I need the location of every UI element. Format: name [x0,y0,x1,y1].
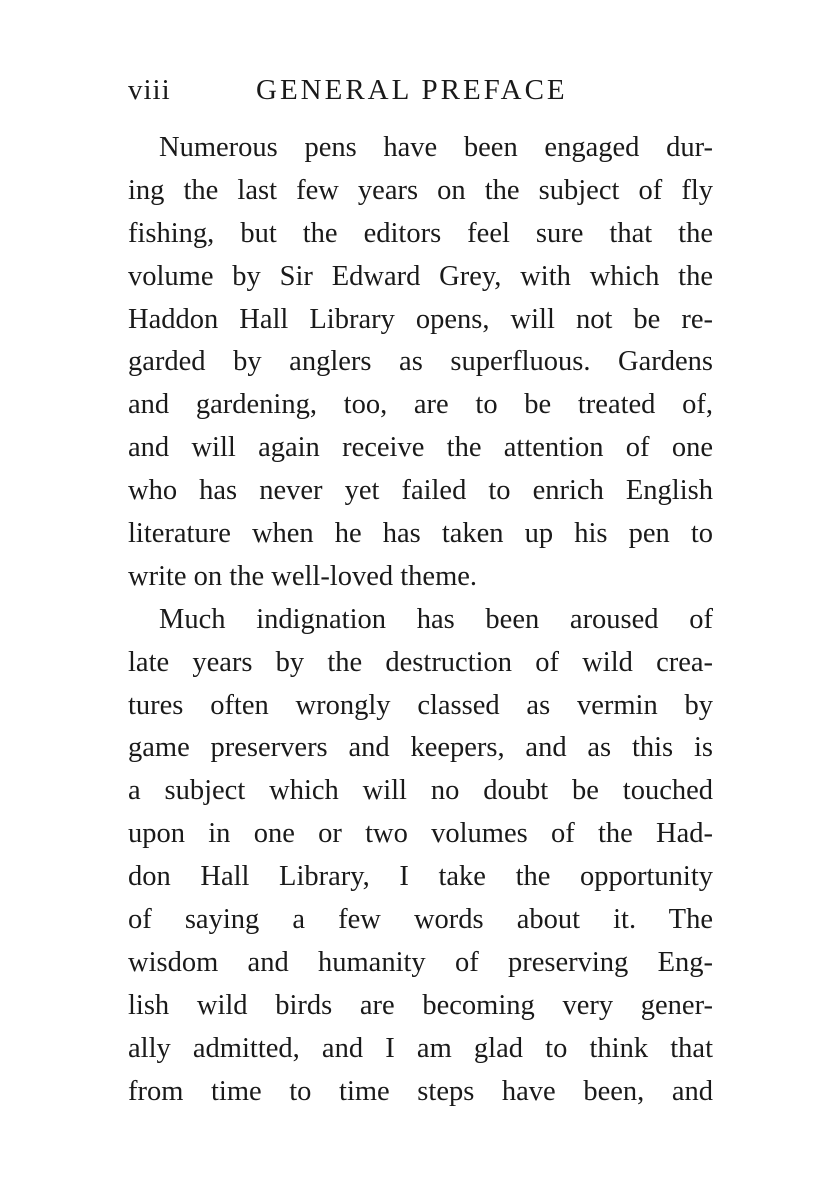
text-line: tures often wrongly classed as vermin by [128,689,713,721]
text-line: from time to time steps have been, and [128,1075,713,1107]
text-line: late years by the destruction of wild crea- [128,646,713,678]
paragraph-1 [128,127,713,599]
text-line: volume by Sir Edward Grey, with which the [128,260,713,292]
text-line: and gardening, too, are to be treated of, [128,389,713,421]
paragraph-2 [128,599,713,1114]
text-line: ally admitted, and I am glad to think that [128,1032,713,1064]
text-line: and will again receive the attention of one [128,432,713,464]
text-line: of saying a few words about it. The [128,904,713,936]
page-number: viii [128,74,171,106]
running-head [128,74,713,114]
body-text [128,127,713,1113]
text-line: upon in one or two volumes of the Had- [128,818,713,850]
text-line: don Hall Library, I take the opportunity [128,861,713,893]
text-line: a subject which will no doubt be touched [128,775,713,807]
text-line: ing the last few years on the subject of fly [128,174,713,206]
text-line: fishing, but the editors feel sure that the [128,217,713,249]
text-line: wisdom and humanity of preserving Eng- [128,946,713,978]
text-line: write on the well-loved theme. [128,560,478,592]
text-line: who has never yet failed to enrich English [128,475,713,507]
text-line: literature when he has taken up his pen to [128,518,713,550]
text-line: Numerous pens have been engaged dur- [159,132,713,163]
text-line: garded by anglers as superfluous. Gardens [128,346,713,378]
text-line: Haddon Hall Library opens, will not be re- [128,303,713,335]
text-line: game preservers and keepers, and as this is [128,732,713,764]
text-line: Much indignation has been aroused of [159,603,713,635]
text-line: lish wild birds are becoming very gener- [128,989,713,1021]
running-title: GENERAL PREFACE [256,74,568,106]
